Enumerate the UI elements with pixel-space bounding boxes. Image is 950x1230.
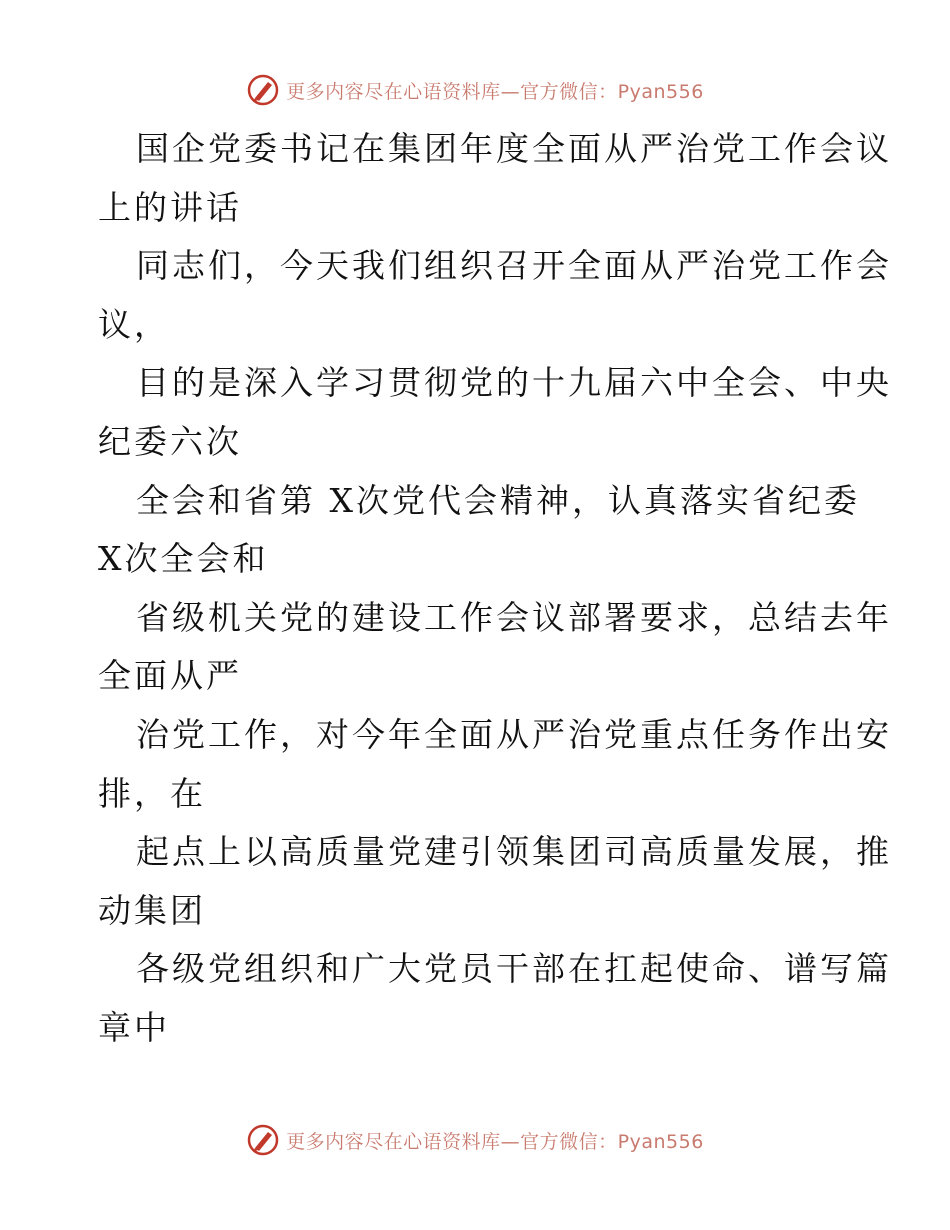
banner-text: 更多内容尽在心语资料库—官方微信：Pyan556 — [286, 80, 704, 103]
document-line: 上的讲话 — [98, 187, 242, 227]
pen-logo-icon — [246, 73, 280, 107]
document-line: 纪委六次 — [98, 421, 242, 461]
document-line: 目的是深入学习贯彻党的十九届六中全会、中央 — [136, 363, 892, 403]
document-line: 同志们，今天我们组织召开全面从严治党工作会 — [136, 246, 892, 286]
document-line: X次全会和 — [98, 539, 269, 579]
header-banner — [0, 70, 950, 110]
document-body — [98, 120, 892, 1058]
banner-text: 更多内容尽在心语资料库—官方微信：Pyan556 — [286, 1130, 704, 1153]
document-line: 各级党组织和广大党员干部在扛起使命、谱写篇 — [136, 949, 892, 989]
document-line: 省级机关党的建设工作会议部署要求，总结去年 — [136, 597, 892, 637]
document-line: 全面从严 — [98, 656, 242, 696]
document-line: 动集团 — [98, 890, 206, 930]
document-line: 起点上以高质量党建引领集团司高质量发展，推 — [136, 832, 892, 872]
document-line: 治党工作，对今年全面从严治党重点任务作出安 — [136, 714, 892, 754]
document-line: 国企党委书记在集团年度全面从严治党工作会议 — [136, 129, 892, 168]
pen-logo-icon — [246, 1123, 280, 1157]
document-line: 排，在 — [98, 773, 206, 813]
footer-banner — [0, 1120, 950, 1160]
document-line: 章中 — [98, 1007, 170, 1047]
document-line: 议， — [98, 304, 170, 344]
document-line: 全会和省第 X次党代会精神，认真落实省纪委 — [136, 480, 860, 520]
